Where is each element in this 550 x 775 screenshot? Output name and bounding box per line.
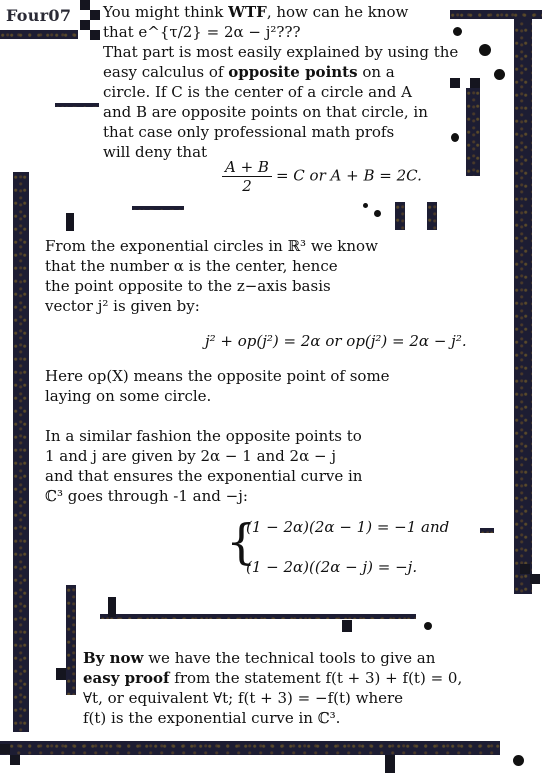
para1-line2: that e^{τ/2} = 2α − j²??? [103, 23, 301, 41]
equation-fraction [222, 158, 272, 195]
para5-line1 [83, 648, 435, 668]
frame-dot-6 [363, 203, 368, 208]
frame-dot-1 [453, 27, 462, 36]
by-now-bold: By now [83, 649, 144, 667]
equation-system-row2: (1 − 2α)((2α − j) = −j. [246, 558, 418, 576]
para1-line6: and B are opposite points on that circle, in [103, 103, 428, 121]
para2-line2: that the number α is the center, hence [45, 257, 338, 275]
para1-line4-text-a: easy calculus of [103, 63, 229, 81]
para1-line7: that case only professional math profs [103, 123, 395, 141]
frame-lower-left-bar [66, 585, 76, 695]
frame-checker-8 [108, 597, 116, 617]
para4-line4: ℂ³ goes through -1 and −j: [45, 487, 248, 505]
equation-midpoint [218, 158, 422, 195]
frame-checker-7 [66, 213, 74, 231]
frame-right-inner-bar [466, 88, 480, 176]
para5-line3: ∀t, or equivalent ∀t; f(t + 3) = −f(t) where [83, 689, 404, 707]
para1-line1 [103, 2, 408, 22]
frame-dot-5 [374, 210, 381, 217]
frame-dot-4 [451, 133, 459, 142]
frame-checker-14 [520, 564, 530, 574]
frame-mid-bar-1 [395, 202, 405, 230]
frame-checker-15 [530, 574, 540, 584]
frame-checker-3 [80, 20, 90, 30]
frame-right-bar [514, 12, 532, 594]
frame-top-rule [55, 103, 99, 107]
easy-proof-bold: easy proof [83, 669, 170, 687]
frame-checker-5 [450, 78, 460, 88]
brand-logo: Four07 [6, 6, 72, 25]
equation-system-brace: { [226, 514, 257, 570]
opposite-points-bold: opposite points [228, 63, 358, 81]
para4-line3: and that ensures the exponential curve in [45, 467, 363, 485]
frame-dot-7 [424, 622, 432, 630]
frame-dot-3 [494, 69, 505, 80]
frame-top-left-bar [0, 30, 78, 39]
frame-lower-rule [100, 614, 416, 619]
frame-checker-1 [80, 0, 90, 10]
para1-line5: circle. If C is the center of a circle and A [103, 83, 412, 101]
para5-line2-text: from the statement f(t + 3) + f(t) = 0, [169, 669, 463, 687]
frame-small-rule [132, 206, 184, 210]
frame-dot-8 [513, 755, 524, 766]
equation-system-row1: (1 − 2α)(2α − 1) = −1 and [246, 518, 450, 536]
frame-checker-13 [385, 755, 395, 773]
para5-line1-text: we have the technical tools to give an [143, 649, 436, 667]
para3-line2: laying on some circle. [45, 387, 212, 405]
para3-line1: Here op(X) means the opposite point of some [45, 367, 390, 385]
para1-line8: will deny that [103, 143, 208, 161]
frame-checker-2 [90, 10, 100, 20]
para2-line3: the point opposite to the z−axis basis [45, 277, 331, 295]
frame-top-right-bar [450, 10, 542, 19]
equation-midpoint-rest: = C or A + B = 2C. [275, 166, 422, 185]
equation-opposite-j2: j² + op(j²) = 2α or op(j²) = 2α − j². [205, 332, 467, 350]
frame-checker-12 [10, 755, 20, 765]
frame-dot-2 [479, 44, 491, 56]
para2-line4: vector j² is given by: [45, 297, 200, 315]
para2-line1: From the exponential circles in ℝ³ we know [45, 237, 378, 255]
frame-checker-9 [342, 620, 352, 632]
para1-line4-text-c: on a [357, 63, 395, 81]
para5-line4: f(t) is the exponential curve in ℂ³. [83, 709, 341, 727]
para4-line1: In a similar fashion the opposite points to [45, 427, 362, 445]
para1-line3: That part is most easily explained by using the [103, 43, 459, 61]
frame-checker-10 [56, 668, 66, 680]
frame-checker-6 [470, 78, 480, 88]
para1-line1-text-a: You might think [103, 3, 229, 21]
frame-left-bar [13, 172, 29, 732]
frame-checker-11 [0, 744, 10, 754]
para4-line2: 1 and j are given by 2α − 1 and 2α − j [45, 447, 336, 465]
frame-mid-bar-2 [427, 202, 437, 230]
para5-line2 [83, 668, 462, 688]
frame-checker-4 [90, 30, 100, 40]
para1-line1-text-c: , how can he know [266, 3, 409, 21]
frame-bottom-bar [0, 741, 500, 755]
wtf-bold: WTF [228, 3, 267, 21]
para1-line4 [103, 62, 395, 82]
fraction-denominator: 2 [242, 177, 252, 195]
frame-right-dash [480, 528, 494, 533]
fraction-numerator: A + B [222, 158, 272, 177]
